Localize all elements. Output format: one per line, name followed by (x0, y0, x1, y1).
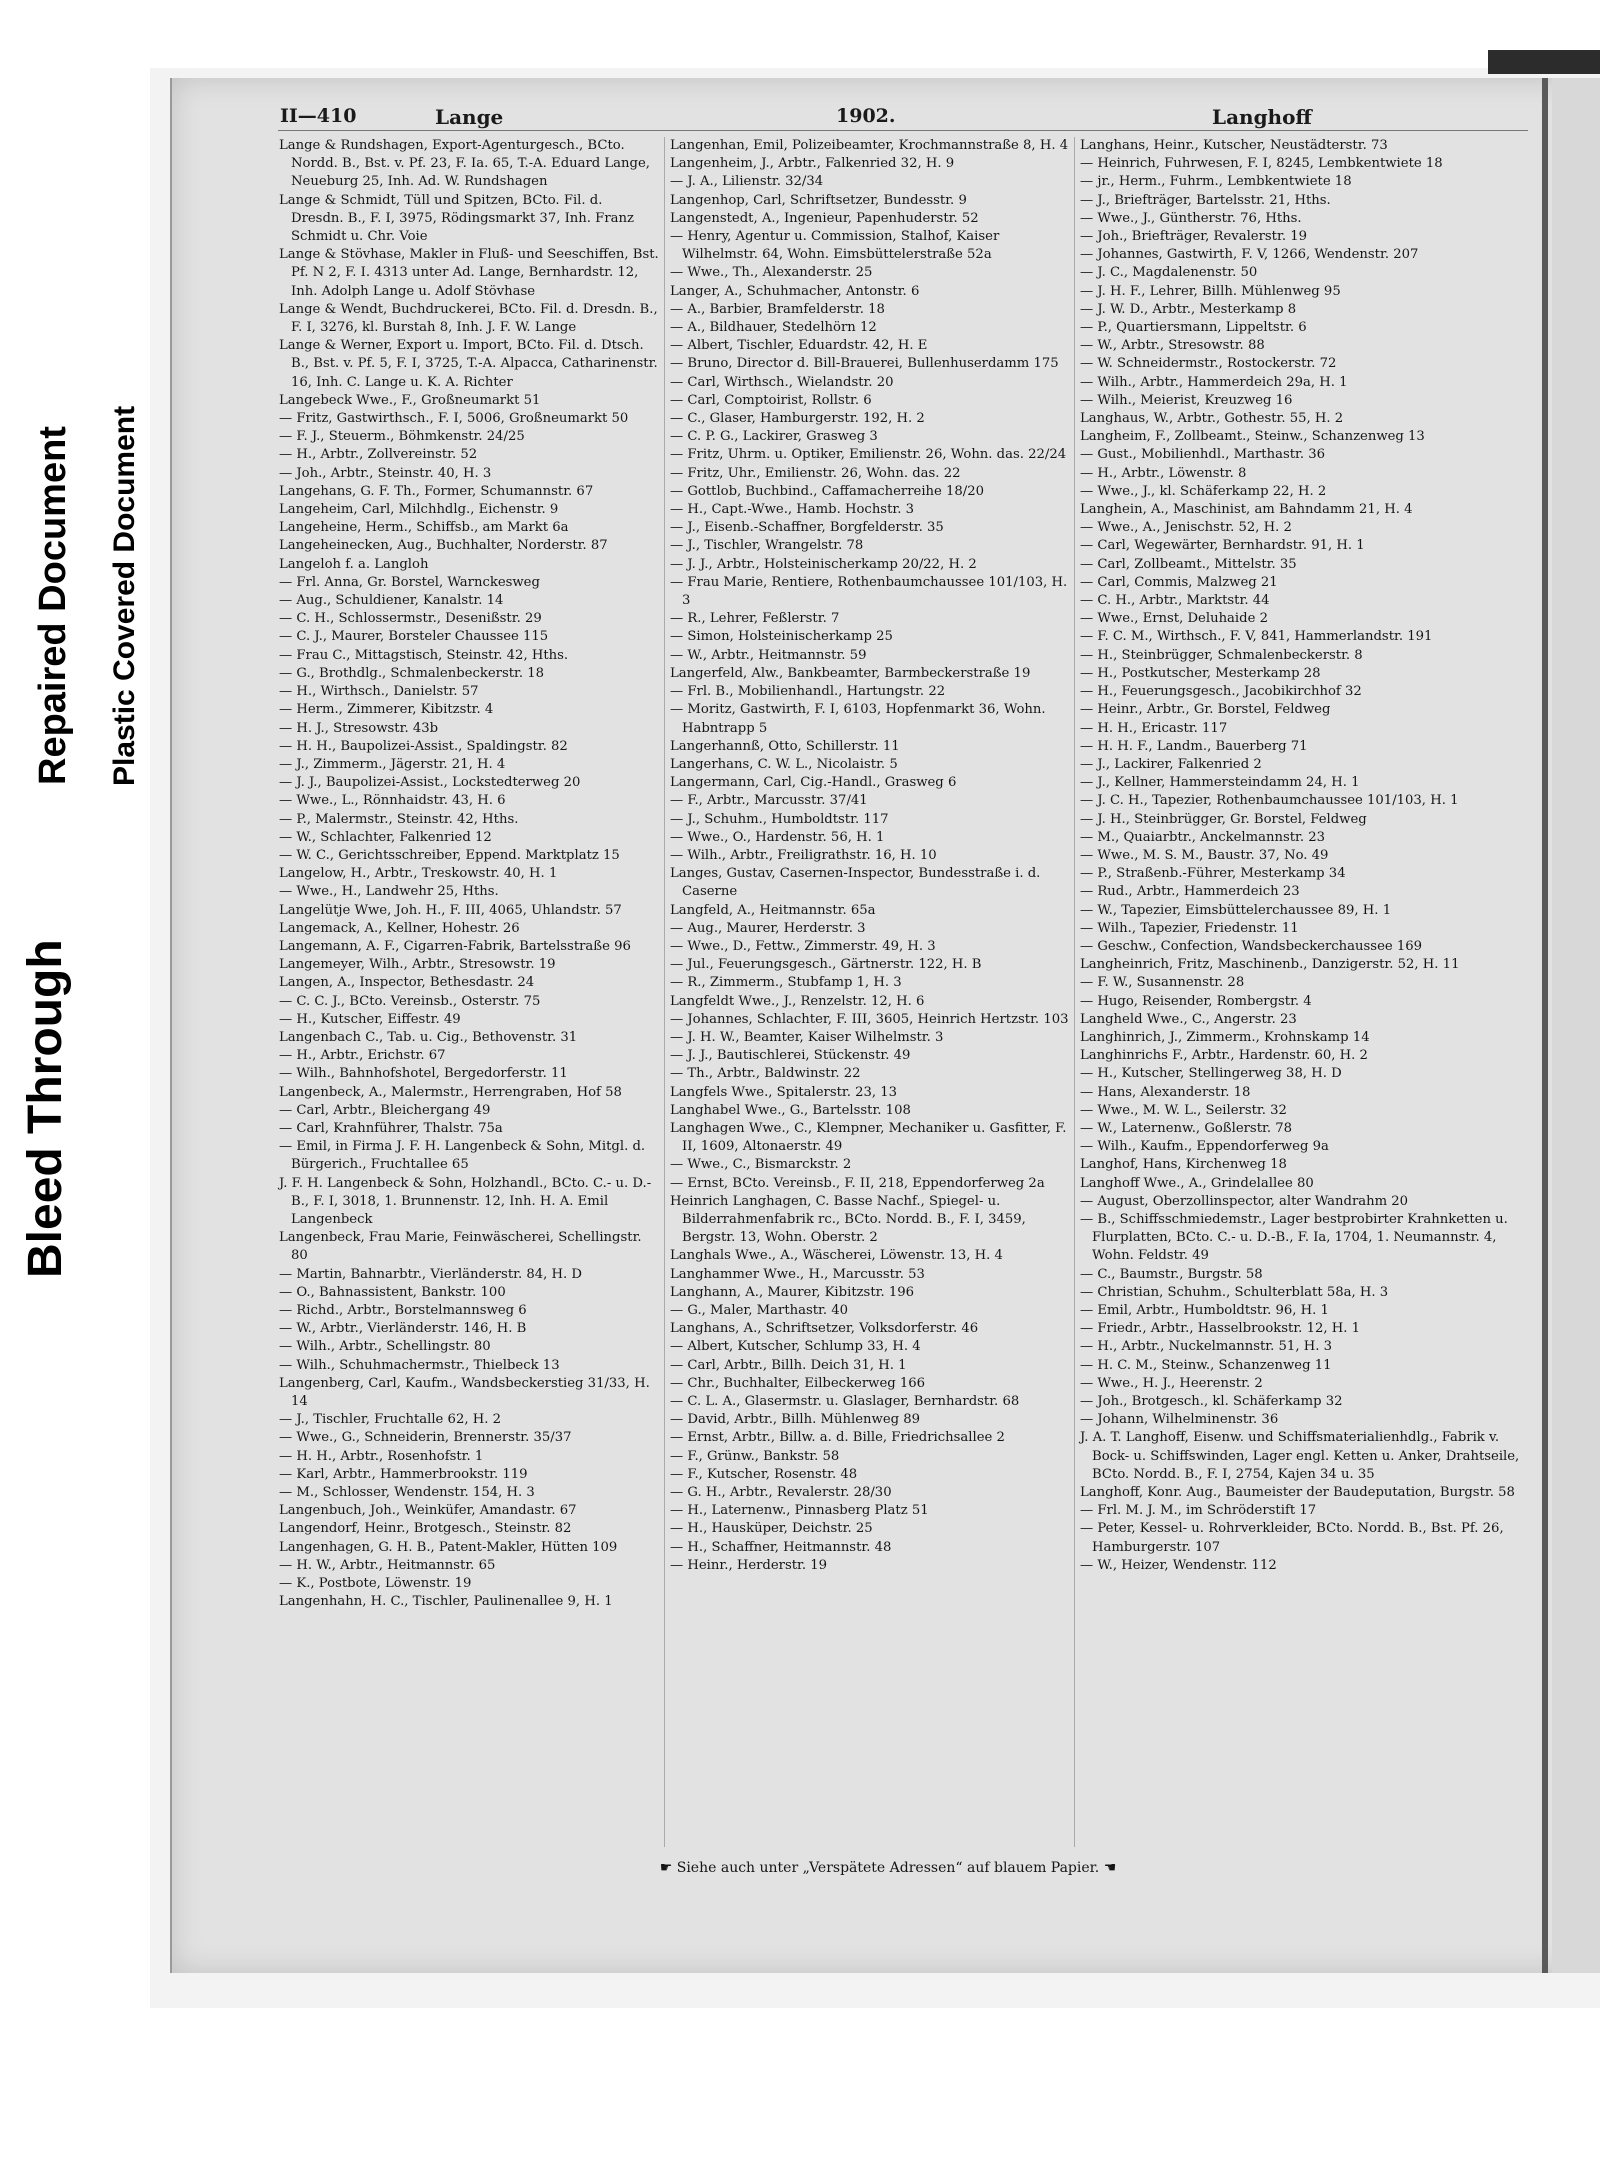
directory-entry: — A., Bildhauer, Stedelhörn 12 (670, 320, 877, 336)
directory-entry: — Rud., Arbtr., Hammerdeich 23 (1080, 884, 1300, 900)
directory-entry: Langfeldt Wwe., J., Renzelstr. 12, H. 6 (670, 993, 925, 1009)
directory-entry: — J. W. D., Arbtr., Mesterkamp 8 (1080, 301, 1297, 317)
directory-entry: — Carl, Zollbeamt., Mittelstr. 35 (1080, 556, 1297, 572)
directory-entry: — C. H., Schlossermstr., Desenißstr. 29 (279, 611, 542, 627)
directory-entry: — Albert, Kutscher, Schlump 33, H. 4 (670, 1339, 921, 1355)
directory-entry: — Heinr., Herderstr. 19 (670, 1557, 828, 1573)
directory-entry: — Wwe., M. W. L., Seilerstr. 32 (1080, 1102, 1287, 1118)
directory-entry: — Carl, Arbtr., Billh. Deich 31, H. 1 (670, 1357, 907, 1373)
directory-entry: — Frl. B., Mobilienhandl., Hartungstr. 22 (670, 684, 946, 700)
directory-entry: Langenhahn, H. C., Tischler, Paulinenallee 9, H. 1 (279, 1594, 613, 1610)
directory-entry: — Carl, Arbtr., Bleichergang 49 (279, 1102, 491, 1118)
directory-entry: — Henry, Agentur u. Commission, Stalhof, Kaiser Wilhelmstr. 64, Wohn. Eimsbüttelerstraße 52a (670, 229, 1000, 263)
directory-entry: — Frl. M. J. M., im Schröderstift 17 (1080, 1503, 1317, 1519)
page-number: II—410 (280, 105, 357, 127)
directory-entry: — J., Zimmerm., Jägerstr. 21, H. 4 (279, 756, 506, 772)
directory-entry: Langerhans, C. W. L., Nicolaistr. 5 (670, 756, 898, 772)
directory-entry: — Johann, Wilhelminenstr. 36 (1080, 1412, 1279, 1428)
directory-entry: — H., Hausküper, Deichstr. 25 (670, 1521, 873, 1537)
bleed-through-label: Bleed Through (19, 939, 72, 1278)
directory-entry: — P., Straßenb.-Führer, Mesterkamp 34 (1080, 866, 1346, 882)
directory-entry: Langheld Wwe., C., Angerstr. 23 (1080, 1011, 1297, 1027)
directory-entry: — Gottlob, Buchbind., Caffamacherreihe 18/20 (670, 483, 985, 499)
directory-entry: — Wwe., L., Rönnhaidstr. 43, H. 6 (279, 793, 506, 809)
directory-entry: Langenbeck, A., Malermstr., Herrengraben, Hof 58 (279, 1084, 622, 1100)
directory-entry: Langhans, A., Schriftsetzer, Volksdorferstr. 46 (670, 1321, 979, 1337)
header-right-word: Langhoff (1212, 105, 1312, 129)
directory-entry: — Gust., Mobilienhdl., Marthastr. 36 (1080, 447, 1326, 463)
directory-entry: — J., Lackirer, Falkenried 2 (1080, 756, 1262, 772)
directory-entry: Langhinrichs F., Arbtr., Hardenstr. 60, H. 2 (1080, 1048, 1368, 1064)
plastic-covered-document-label: Plastic Covered Document (108, 405, 141, 786)
directory-entry: Langhof, Hans, Kirchenweg 18 (1080, 1157, 1287, 1173)
directory-entry: — J., Kellner, Hammersteindamm 24, H. 1 (1080, 775, 1360, 791)
header-left-word: Lange (435, 105, 504, 129)
directory-entry: — F., Arbtr., Marcusstr. 37/41 (670, 793, 868, 809)
directory-entry: — C. H., Arbtr., Marktstr. 44 (1080, 593, 1270, 609)
directory-entry: — Aug., Schuldiener, Kanalstr. 14 (279, 593, 504, 609)
directory-entry: — Simon, Holsteinischerkamp 25 (670, 629, 893, 645)
directory-entry: Langeheim, Carl, Milchhdlg., Eichenstr. 9 (279, 502, 559, 518)
directory-entry: Langhein, A., Maschinist, am Bahndamm 21, H. 4 (1080, 502, 1413, 518)
directory-entry: — C. P. G., Lackirer, Grasweg 3 (670, 429, 878, 445)
directory-entry: — Joh., Brotgesch., kl. Schäferkamp 32 (1080, 1394, 1343, 1410)
directory-entry: — Wilh., Arbtr., Freiligrathstr. 16, H. 10 (670, 847, 937, 863)
directory-entry: — Wwe., Ernst, Deluhaide 2 (1080, 611, 1268, 627)
directory-entry: — Johannes, Schlachter, F. III, 3605, Heinrich Hertzstr. 103 (670, 1011, 1069, 1027)
directory-entry: — H. H., Ericastr. 117 (1080, 720, 1228, 736)
directory-entry: — H., Kutscher, Eiffestr. 49 (279, 1011, 461, 1027)
directory-entry: — W., Arbtr., Heitmannstr. 59 (670, 647, 867, 663)
directory-entry: — H., Arbtr., Nuckelmannstr. 51, H. 3 (1080, 1339, 1332, 1355)
directory-entry: — Frau Marie, Rentiere, Rothenbaumchaussee 101/103, H. 3 (670, 574, 1068, 609)
directory-entry: Langenbach C., Tab. u. Cig., Bethovenstr. 31 (279, 1029, 578, 1045)
directory-entry: Langhammer Wwe., H., Marcusstr. 53 (670, 1266, 925, 1282)
directory-entry: Langemack, A., Kellner, Hohestr. 26 (279, 920, 520, 936)
column-2 (670, 137, 1070, 1575)
directory-entry: — J. J., Arbtr., Holsteinischerkamp 20/22, H. 2 (670, 556, 977, 572)
directory-entry: — Emil, in Firma J. F. H. Langenbeck & Sohn, Mitgl. d. Bürgerich., Fruchtallee 65 (279, 1139, 646, 1173)
directory-entry: — H., Laternenw., Pinnasberg Platz 51 (670, 1503, 929, 1519)
directory-entry: — C. L. A., Glasermstr. u. Glaslager, Bernhardstr. 68 (670, 1394, 1020, 1410)
directory-entry: — H., Arbtr., Löwenstr. 8 (1080, 465, 1247, 481)
directory-entry: Langerhannß, Otto, Schillerstr. 11 (670, 738, 900, 754)
directory-entry: Langendorf, Heinr., Brotgesch., Steinstr. 82 (279, 1521, 572, 1537)
directory-entry: — Wwe., J., Güntherstr. 76, Hths. (1080, 210, 1302, 226)
directory-entry: — F., Grünw., Bankstr. 58 (670, 1448, 840, 1464)
directory-entry: Langhabel Wwe., G., Bartelsstr. 108 (670, 1102, 911, 1118)
column-3 (1080, 137, 1520, 1575)
directory-entry: — Fritz, Gastwirthsch., F. I, 5006, Großneumarkt 50 (279, 411, 629, 427)
directory-entry: — Wwe., M. S. M., Baustr. 37, No. 49 (1080, 847, 1329, 863)
directory-entry: Langhoff Wwe., A., Grindelallee 80 (1080, 1175, 1314, 1191)
directory-entry: — W. Schneidermstr., Rostockerstr. 72 (1080, 356, 1337, 372)
directory-entry: — J. J., Baupolizei-Assist., Lockstedterweg 20 (279, 775, 581, 791)
directory-entry: Langes, Gustav, Casernen-Inspector, Bundesstraße i. d. Caserne (670, 866, 1041, 900)
directory-entry: — H. H., Baupolizei-Assist., Spaldingstr. 82 (279, 738, 568, 754)
directory-entry: — Frl. Anna, Gr. Borstel, Warnckesweg (279, 574, 540, 590)
directory-entry: — Wilh., Arbtr., Schellingstr. 80 (279, 1339, 491, 1355)
directory-entry: — Carl, Wegewärter, Bernhardstr. 91, H. 1 (1080, 538, 1365, 554)
adjacent-page-edge (1552, 78, 1600, 1973)
directory-entry: — jr., Herm., Fuhrm., Lembkentwiete 18 (1080, 174, 1352, 190)
directory-entry: — B., Schiffsschmiedemstr., Lager bestprobirter Krahnketten u. Flurplatten, BCto. C.- u. D.-B., F. Ia, 1704, 1. Neumannstr. 4, Wohn. Feldstr. 49 (1080, 1211, 1508, 1264)
directory-entry: — J. J., Bautischlerei, Stückenstr. 49 (670, 1048, 911, 1064)
directory-entry: — M., Quaiarbtr., Anckelmannstr. 23 (1080, 829, 1326, 845)
column-1 (279, 137, 659, 1611)
directory-entry: — Wwe., C., Bismarckstr. 2 (670, 1157, 852, 1173)
directory-entry: Langenhan, Emil, Polizeibeamter, Krochmannstraße 8, H. 4 (670, 138, 1069, 153)
directory-entry: — H., Wirthsch., Danielstr. 57 (279, 684, 479, 700)
directory-entry: — Wilh., Tapezier, Friedenstr. 11 (1080, 920, 1299, 936)
directory-entry: — Wilh., Meierist, Kreuzweg 16 (1080, 392, 1293, 408)
directory-entry: Langenhagen, G. H. B., Patent-Makler, Hütten 109 (279, 1539, 618, 1555)
directory-entry: — H., Schaffner, Heitmannstr. 48 (670, 1539, 892, 1555)
directory-entry: — Bruno, Director d. Bill-Brauerei, Bullenhuserdamm 175 (670, 356, 1059, 372)
directory-entry: Lange & Wendt, Buchdruckerei, BCto. Fil. d. Dresdn. B., F. I, 3276, kl. Burstah 8, Inh. J. F. W. Lange (279, 301, 658, 336)
directory-entry: Langfeld, A., Heitmannstr. 65a (670, 902, 876, 918)
directory-entry: — Moritz, Gastwirth, F. I, 6103, Hopfenmarkt 36, Wohn. Habntrapp 5 (670, 702, 1046, 736)
directory-entry: — Wilh., Schuhmachermstr., Thielbeck 13 (279, 1357, 560, 1373)
directory-entry: Langhoff, Konr. Aug., Baumeister der Baudeputation, Burgstr. 58 (1080, 1485, 1515, 1501)
directory-entry: Langeheine, Herm., Schiffsb., am Markt 6a (279, 520, 569, 536)
directory-entry: — Wilh., Bahnhofshotel, Bergedorferstr. 11 (279, 1066, 568, 1082)
directory-entry: — Joh., Arbtr., Steinstr. 40, H. 3 (279, 465, 492, 481)
directory-entry: — Martin, Bahnarbtr., Vierländerstr. 84, H. D (279, 1266, 582, 1282)
directory-entry: — Aug., Maurer, Herderstr. 3 (670, 920, 866, 936)
directory-entry: — Wilh., Arbtr., Hammerdeich 29a, H. 1 (1080, 374, 1348, 390)
directory-entry: — G., Maler, Marthastr. 40 (670, 1303, 849, 1318)
directory-entry: — Albert, Tischler, Eduardstr. 42, H. E (670, 338, 928, 354)
directory-entry: Langhinrich, J., Zimmerm., Krohnskamp 14 (1080, 1029, 1370, 1045)
directory-entry: — Wilh., Kaufm., Eppendorferweg 9a (1080, 1139, 1329, 1155)
directory-entry: — Fritz, Uhrm. u. Optiker, Emilienstr. 26, Wohn. das. 22/24 (670, 447, 1067, 463)
directory-entry: — W., Arbtr., Stresowstr. 88 (1080, 338, 1265, 354)
directory-entry: — J., Tischler, Wrangelstr. 78 (670, 538, 864, 554)
directory-entry: Langenbuch, Joh., Weinküfer, Amandastr. 67 (279, 1503, 577, 1519)
directory-entry: — C., Baumstr., Burgstr. 58 (1080, 1266, 1263, 1282)
directory-entry: J. A. T. Langhoff, Eisenw. und Schiffsmaterialienhdlg., Fabrik v. Bock- u. Schiffswinden, Lager engl. Ketten u. Anker, Drahtseile, BCto. Nordd. B., F. I, 2754, Kajen 34 u. 35 (1080, 1430, 1520, 1482)
directory-entry: Langerfeld, Alw., Bankbeamter, Barmbeckerstraße 19 (670, 665, 1031, 681)
directory-entry: Langhann, A., Maurer, Kibitzstr. 196 (670, 1284, 915, 1300)
header-rule (278, 130, 1528, 131)
directory-entry: — H. H., Arbtr., Rosenhofstr. 1 (279, 1448, 484, 1464)
column-separator (1074, 137, 1075, 1847)
directory-entry: Heinrich Langhagen, C. Basse Nachf., Spiegel- u. Bilderrahmenfabrik rc., BCto. Nordd. B., F. I, 3459, Bergstr. 13, Wohn. Oberstr. 2 (670, 1193, 1026, 1246)
directory-entry: — J. H., Steinbrügger, Gr. Borstel, Feldweg (1080, 811, 1367, 827)
directory-entry: — M., Schlosser, Wendenstr. 154, H. 3 (279, 1485, 535, 1501)
directory-entry: — Th., Arbtr., Baldwinstr. 22 (670, 1066, 861, 1082)
directory-entry: — Wwe., O., Hardenstr. 56, H. 1 (670, 829, 885, 845)
directory-entry: — Geschw., Confection, Wandsbeckerchaussee 169 (1080, 938, 1423, 954)
directory-entry: — Ernst, BCto. Vereinsb., F. II, 218, Eppendorferweg 2a (670, 1175, 1045, 1191)
directory-entry: — Emil, Arbtr., Humboldtstr. 96, H. 1 (1080, 1303, 1329, 1318)
directory-entry: — H. C. M., Steinw., Schanzenweg 11 (1080, 1357, 1332, 1373)
directory-entry: Langenstedt, A., Ingenieur, Papenhuderstr. 52 (670, 210, 979, 226)
directory-entry: — Karl, Arbtr., Hammerbrookstr. 119 (279, 1466, 528, 1482)
directory-entry: Lange & Schmidt, Tüll und Spitzen, BCto. Fil. d. Dresdn. B., F. I, 3975, Rödingsmarkt 37, Inh. Franz Schmidt u. Chr. Voie (279, 192, 634, 245)
directory-entry: Langeloh f. a. Langloh (279, 556, 429, 572)
directory-entry: — Carl, Krahnführer, Thalstr. 75a (279, 1120, 503, 1136)
directory-entry: — August, Oberzollinspector, alter Wandrahm 20 (1080, 1193, 1409, 1209)
directory-entry: — Wwe., J., kl. Schäferkamp 22, H. 2 (1080, 483, 1327, 499)
directory-entry: — G., Brothdlg., Schmalenbeckerstr. 18 (279, 665, 545, 681)
registration-mark (1488, 50, 1600, 74)
directory-entry: — W., Heizer, Wendenstr. 112 (1080, 1557, 1277, 1573)
directory-entry: Langenberg, Carl, Kaufm., Wandsbeckerstieg 31/33, H. 14 (279, 1375, 650, 1410)
repaired-document-label: Repaired Document (32, 426, 74, 785)
directory-entry: — K., Postbote, Löwenstr. 19 (279, 1576, 472, 1592)
page-gutter (1542, 78, 1548, 1973)
directory-entry: Langelütje Wwe, Joh. H., F. III, 4065, Uhlandstr. 57 (279, 902, 622, 918)
column-separator (664, 137, 665, 1847)
directory-entry: Langhals Wwe., A., Wäscherei, Löwenstr. 13, H. 4 (670, 1248, 1003, 1264)
directory-entry: J. F. H. Langenbeck & Sohn, Holzhandl., BCto. C.- u. D.-B., F. I, 3018, 1. Brunnenstr. 12, Inh. H. A. Emil Langenbeck (279, 1175, 652, 1227)
directory-entry: — Chr., Buchhalter, Eilbeckerweg 166 (670, 1375, 926, 1391)
directory-entry: Langfels Wwe., Spitalerstr. 23, 13 (670, 1084, 898, 1100)
directory-entry: — W., Arbtr., Vierländerstr. 146, H. B (279, 1321, 527, 1337)
directory-entry: — P., Quartiersmann, Lippeltstr. 6 (1080, 320, 1307, 336)
directory-entry: Langermann, Carl, Cig.-Handl., Grasweg 6 (670, 775, 957, 791)
directory-entry: Lange & Werner, Export u. Import, BCto. Fil. d. Dtsch. B., Bst. v. Pf. 5, F. I, 3725, T.-A. Alpacca, Catharinenstr. 16, Inh. C. Lange u. K. A. Richter (279, 338, 658, 390)
directory-entry: — C. J., Maurer, Borsteler Chaussee 115 (279, 629, 549, 645)
directory-entry: — Herm., Zimmerer, Kibitzstr. 4 (279, 702, 494, 718)
directory-entry: — Carl, Wirthsch., Wielandstr. 20 (670, 374, 894, 390)
directory-entry: — Johannes, Gastwirth, F. V, 1266, Wendenstr. 207 (1080, 247, 1419, 263)
directory-entry: Langen, A., Inspector, Bethesdastr. 24 (279, 975, 535, 991)
directory-entry: Langheim, F., Zollbeamt., Steinw., Schanzenweg 13 (1080, 429, 1425, 445)
directory-entry: — Peter, Kessel- u. Rohrverkleider, BCto. Nordd. B., Bst. Pf. 26, Hamburgerstr. 107 (1080, 1521, 1504, 1555)
directory-entry: — H., Steinbrügger, Schmalenbeckerstr. 8 (1080, 647, 1363, 663)
footer-note: ☛ Siehe auch unter „Verspätete Adressen“ auf blauem Papier. ☚ (659, 1860, 1117, 1876)
directory-entry: — H. J., Stresowstr. 43b (279, 720, 439, 736)
directory-entry: — Frau C., Mittagstisch, Steinstr. 42, Hths. (279, 647, 569, 663)
directory-entry: — R., Lehrer, Feßlerstr. 7 (670, 611, 840, 627)
directory-entry: — H. H. F., Landm., Bauerberg 71 (1080, 738, 1308, 754)
directory-entry: Langelow, H., Arbtr., Treskowstr. 40, H. 1 (279, 866, 558, 882)
directory-entry: Langebeck Wwe., F., Großneumarkt 51 (279, 392, 541, 408)
directory-entry: — Wwe., H. J., Heerenstr. 2 (1080, 1375, 1263, 1391)
directory-entry: — A., Barbier, Bramfelderstr. 18 (670, 301, 885, 317)
directory-entry: — J. C. H., Tapezier, Rothenbaumchaussee 101/103, H. 1 (1080, 793, 1459, 809)
directory-entry: Lange & Stövhase, Makler in Fluß- und Seeschiffen, Bst. Pf. N 2, F. I. 4313 unter Ad. Lange, Bernhardstr. 12, Inh. Adolph Lange u. Adolf Stövhase (279, 247, 659, 299)
directory-entry: — Friedr., Arbtr., Hasselbrookstr. 12, H. 1 (1080, 1321, 1361, 1337)
directory-entry: — J. H. W., Beamter, Kaiser Wilhelmstr. 3 (670, 1029, 944, 1045)
directory-entry: Langhagen Wwe., C., Klempner, Mechaniker u. Gasfitter, F. II, 1609, Altonaerstr. 49 (670, 1120, 1067, 1155)
directory-entry: Langehans, G. F. Th., Former, Schumannstr. 67 (279, 483, 594, 499)
directory-entry: — J. A., Lilienstr. 32/34 (670, 174, 824, 190)
directory-entry: Langenbeck, Frau Marie, Feinwäscherei, Schellingstr. 80 (279, 1230, 642, 1264)
directory-entry: — Wwe., G., Schneiderin, Brennerstr. 35/37 (279, 1430, 572, 1446)
directory-entry: — J., Eisenb.-Schaffner, Borgfelderstr. 35 (670, 520, 944, 536)
directory-entry: — J., Schuhm., Humboldtstr. 117 (670, 811, 889, 827)
directory-entry: — Joh., Briefträger, Revalerstr. 19 (1080, 229, 1307, 245)
directory-entry: — Hugo, Reisender, Rombergstr. 4 (1080, 993, 1312, 1009)
directory-entry: — H., Postkutscher, Mesterkamp 28 (1080, 665, 1321, 681)
directory-entry: — J., Briefträger, Bartelsstr. 21, Hths. (1080, 192, 1331, 208)
directory-entry: Langemann, A. F., Cigarren-Fabrik, Bartelsstraße 96 (279, 938, 631, 954)
directory-entry: — F., Kutscher, Rosenstr. 48 (670, 1466, 858, 1482)
directory-entry: — J. H. F., Lehrer, Billh. Mühlenweg 95 (1080, 283, 1341, 299)
directory-entry: Langenheim, J., Arbtr., Falkenried 32, H. 9 (670, 156, 955, 172)
directory-entry: — Richd., Arbtr., Borstelmannsweg 6 (279, 1303, 527, 1318)
directory-entry: — J. C., Magdalenenstr. 50 (1080, 265, 1258, 281)
directory-entry: — J., Tischler, Fruchtalle 62, H. 2 (279, 1412, 501, 1428)
directory-entry: — W., Laternenw., Goßlerstr. 78 (1080, 1120, 1293, 1136)
directory-entry: — Heinrich, Fuhrwesen, F. I, 8245, Lembkentwiete 18 (1080, 156, 1443, 172)
directory-entry: — H., Capt.-Wwe., Hamb. Hochstr. 3 (670, 502, 915, 518)
directory-entry: — Jul., Feuerungsgesch., Gärtnerstr. 122, H. B (670, 957, 982, 973)
directory-entry: Lange & Rundshagen, Export-Agenturgesch., BCto. Nordd. B., Bst. v. Pf. 23, F. Ia. 65, T.-A. Eduard Lange, Neueburg 25, Inh. Ad. W. Rundshagen (279, 138, 650, 190)
directory-entry: — Wwe., A., Jenischstr. 52, H. 2 (1080, 520, 1292, 536)
directory-entry: — Carl, Comptoirist, Rollstr. 6 (670, 392, 872, 408)
directory-entry: — Christian, Schuhm., Schulterblatt 58a, H. 3 (1080, 1284, 1389, 1300)
directory-entry: — F. W., Susannenstr. 28 (1080, 975, 1245, 991)
directory-entry: — Wwe., H., Landwehr 25, Hths. (279, 884, 499, 900)
directory-entry: — H., Kutscher, Stellingerweg 38, H. D (1080, 1066, 1342, 1082)
directory-entry: — F. C. M., Wirthsch., F. V, 841, Hammerlandstr. 191 (1080, 629, 1433, 645)
directory-entry: Langhaus, W., Arbtr., Gothestr. 55, H. 2 (1080, 411, 1344, 427)
directory-entry: — Heinr., Arbtr., Gr. Borstel, Feldweg (1080, 702, 1331, 718)
directory-entry: — O., Bahnassistent, Bankstr. 100 (279, 1284, 506, 1300)
directory-entry: — H. W., Arbtr., Heitmannstr. 65 (279, 1557, 496, 1573)
directory-entry: Langenhop, Carl, Schriftsetzer, Bundesstr. 9 (670, 192, 967, 208)
directory-entry: — Wwe., D., Fettw., Zimmerstr. 49, H. 3 (670, 938, 936, 954)
directory-entry: — David, Arbtr., Billh. Mühlenweg 89 (670, 1412, 921, 1428)
directory-entry: — H., Arbtr., Erichstr. 67 (279, 1048, 446, 1064)
directory-entry: — W. C., Gerichtsschreiber, Eppend. Marktplatz 15 (279, 847, 620, 863)
header-year: 1902. (836, 105, 896, 127)
directory-entry: Langer, A., Schuhmacher, Antonstr. 6 (670, 283, 920, 299)
directory-entry: — F. J., Steuerm., Böhmkenstr. 24/25 (279, 429, 525, 445)
directory-entry: — W., Tapezier, Eimsbüttelerchaussee 89, H. 1 (1080, 902, 1392, 918)
directory-entry: — Fritz, Uhr., Emilienstr. 26, Wohn. das. 22 (670, 465, 961, 481)
directory-entry: Langhans, Heinr., Kutscher, Neustädterstr. 73 (1080, 138, 1388, 153)
directory-entry: — C., Glaser, Hamburgerstr. 192, H. 2 (670, 411, 925, 427)
directory-entry: Langemeyer, Wilh., Arbtr., Stresowstr. 19 (279, 957, 556, 973)
directory-entry: — Wwe., Th., Alexanderstr. 25 (670, 265, 873, 281)
directory-entry: Langheinrich, Fritz, Maschinenb., Danzigerstr. 52, H. 11 (1080, 957, 1460, 973)
directory-entry: — P., Malermstr., Steinstr. 42, Hths. (279, 811, 519, 827)
directory-entry: — H., Arbtr., Zollvereinstr. 52 (279, 447, 478, 463)
directory-entry: — Hans, Alexanderstr. 18 (1080, 1084, 1251, 1100)
directory-entry: — Carl, Commis, Malzweg 21 (1080, 574, 1278, 590)
directory-entry: — G. H., Arbtr., Revalerstr. 28/30 (670, 1485, 892, 1501)
directory-entry: — C. C. J., BCto. Vereinsb., Osterstr. 75 (279, 993, 541, 1009)
directory-entry: — W., Schlachter, Falkenried 12 (279, 829, 492, 845)
directory-entry: — H., Feuerungsgesch., Jacobikirchhof 32 (1080, 684, 1362, 700)
directory-entry: — Ernst, Arbtr., Billw. a. d. Bille, Friedrichsallee 2 (670, 1430, 1005, 1446)
directory-entry: Langeheinecken, Aug., Buchhalter, Norderstr. 87 (279, 538, 608, 554)
directory-entry: — R., Zimmerm., Stubfamp 1, H. 3 (670, 975, 902, 991)
